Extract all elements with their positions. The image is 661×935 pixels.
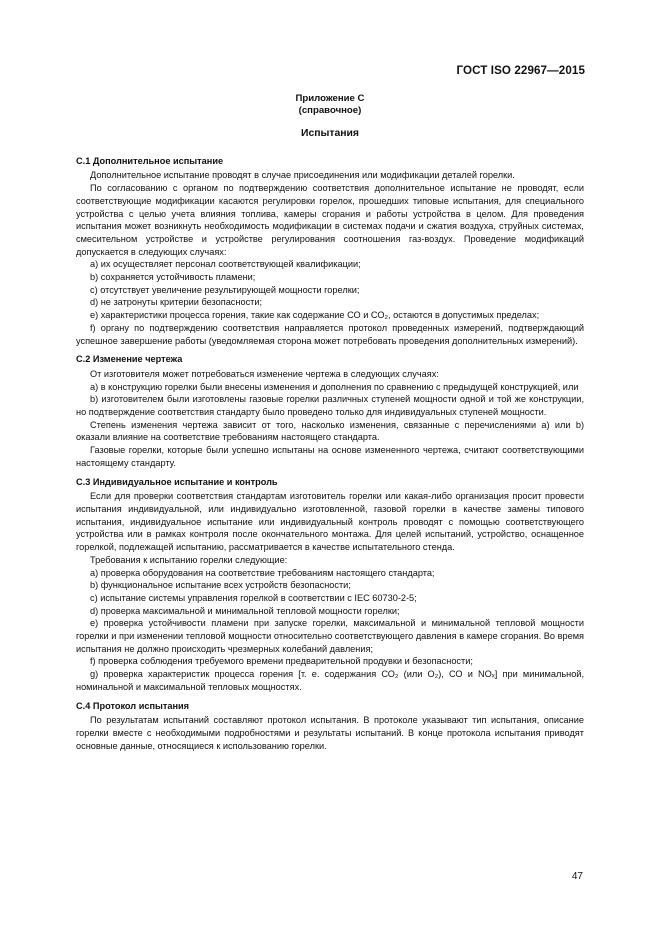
section-c4: [76, 700, 584, 753]
list-item: b) функциональное испытание всех устройств безопасности;: [90, 580, 351, 591]
paragraph: Если для проверки соответствия стандартам изготовитель горелки или какая-либо организация просит провести испытания индивидуальной, или индивидуально изготовленной, газовой горелки в качестве замены типового испытания, индивидуальное испытание или индивидуальный контроль проводят с помощью соответствующего устройства или в рамках контроля после окончательного монтажа. Для целей испытаний, устройство, оснащенное горелкой, подлежащей испытанию, рассматривается в качестве испытательного стенда.: [76, 491, 584, 553]
paragraph: От изготовителя может потребоваться изменение чертежа в следующих случаях:: [90, 368, 439, 379]
page-content: [76, 93, 584, 752]
appendix-heading: Испытания: [301, 128, 359, 139]
appendix-title: Приложение С: [295, 93, 365, 104]
list-item: d) проверка максимальной и минимальной тепловой мощности горелки;: [90, 605, 400, 616]
list-item: f) органу по подтверждению соответствия направляется протокол проведенных измерений, подтверждающий успешное завершение работы (уведомляемая сторона может потребовать проведения дополнительных измерений).: [76, 322, 584, 346]
list-item: f) проверка соблюдения требуемого времени предварительной продувки и безопасности;: [90, 656, 473, 667]
list-item: b) сохраняется устойчивость пламени;: [90, 272, 256, 283]
section-title: С.2 Изменение чертежа: [76, 354, 183, 365]
list-item: b) изготовителем были изготовлены газовые горелки различных ступеней мощности одной и той же конструкции, но подтверждение соответствия стандарту было проведено только для индивидуальных ступеней мощности.: [76, 394, 584, 418]
section-title: С.4 Протокол испытания: [76, 700, 190, 711]
list-item: а) проверка оборудования на соответствие требованиям настоящего стандарта;: [90, 567, 435, 578]
list-item: d) не затронуты критерии безопасности;: [90, 297, 263, 308]
paragraph: По согласованию с органом по подтверждению соответствия дополнительное испытание не проводят, если соответствующие модификации касаются регулировки горелок, прошедших типовые испытания, для специального устройства с целью учета влияния топлива, камеры сгорания и работы устройства в целом. Для проведения испытания может возникнуть необходимость модификации в системах подачи и сжатия воздуха, струйных системах, смесительном устройстве и устройстве регулирования соотношения газ-воздух. Проведение модификаций допускается в следующих случаях:: [76, 183, 584, 257]
list-item: с) испытание системы управления горелкой в соответствии с IEC 60730-2-5;: [90, 592, 417, 603]
paragraph: Дополнительное испытание проводят в случае присоединения или модификации деталей горелки.: [90, 170, 515, 181]
paragraph: По результатам испытаний составляют протокол испытания. В протоколе указывают тип испытания, описание горелки вместе с необходимыми подробностями и результаты испытаний. В конце протокола испытания приводят основные данные, относящиеся к использованию горелки.: [76, 715, 584, 751]
list-item: g) проверка характеристик процесса горения [т. е. содержания СО₂ (или О₂), СО и NOₓ] при минимальной, номинальной и максимальной тепловых мощностях.: [76, 669, 584, 692]
section-title: С.3 Индивидуальное испытание и контроль: [76, 476, 278, 487]
list-item: а) их осуществляет персонал соответствующей квалификации;: [90, 259, 361, 270]
section-c3: [76, 476, 584, 694]
list-item: а) в конструкцию горелки были внесены изменения и дополнения по сравнению с предыдущей конструкцией, или: [90, 381, 579, 392]
appendix-subtitle: (справочное): [298, 105, 362, 116]
paragraph: Требования к испытанию горелки следующие:: [90, 554, 288, 565]
list-item: е) характеристики процесса горения, такие как содержание СО и СО₂, остаются в допустимых пределах;: [90, 310, 540, 321]
standard-number-header: ГОСТ ISO 22967—2015: [456, 64, 585, 77]
section-title: С.1 Дополнительное испытание: [76, 155, 224, 166]
paragraph: Степень изменения чертежа зависит от того, насколько изменения, связанные с перечислениями а) или b) оказали влияние на соответствие требованиям настоящего стандарта.: [76, 419, 584, 443]
paragraph: Газовые горелки, которые были успешно испытаны на основе измененного чертежа, считают соответствующими настоящему стандарту.: [76, 445, 584, 468]
list-item: е) проверка устойчивости пламени при запуске горелки, максимальной и минимальной тепловой мощности горелки и при изменении тепловой мощности относительно соответствующего давления в камере сгорания. Во время испытания не должно происходить чрезмерных колебаний давления;: [76, 618, 584, 654]
list-item: с) отсутствует увеличение результирующей мощности горелки;: [90, 284, 360, 295]
section-c1: [76, 155, 584, 348]
section-c2: [76, 353, 584, 469]
page-number: 47: [571, 871, 583, 882]
